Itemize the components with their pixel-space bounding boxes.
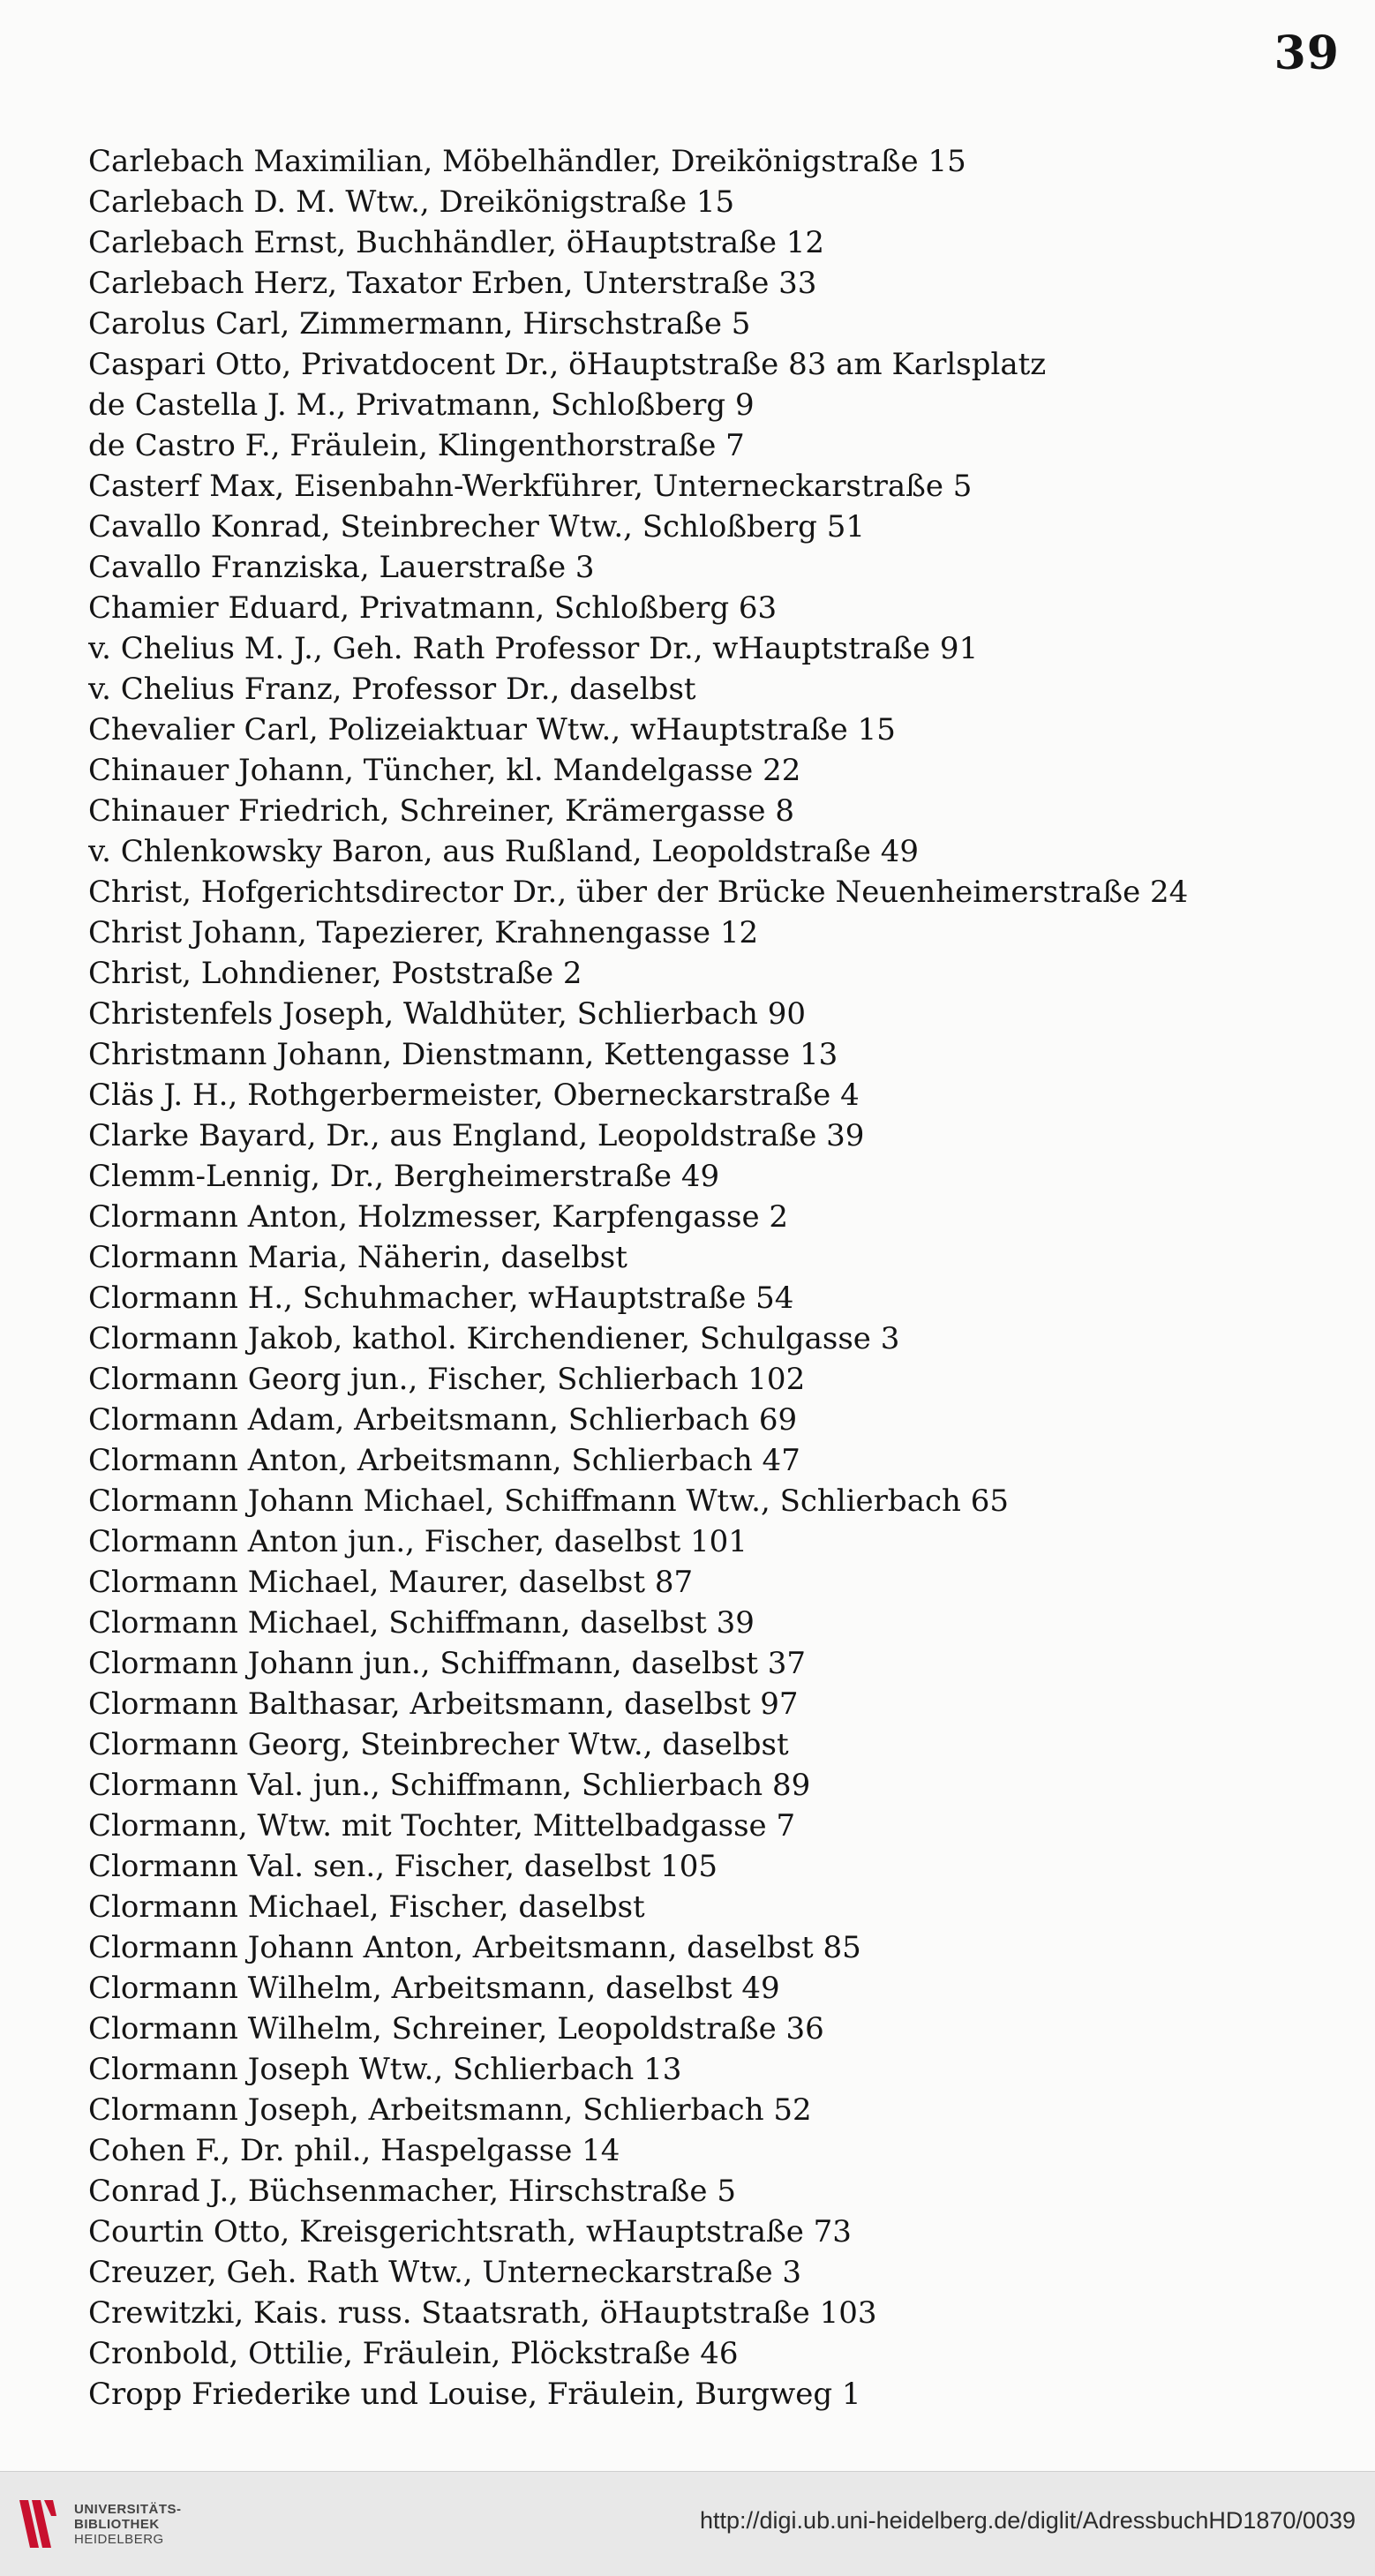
directory-entry: Clormann Balthasar, Arbeitsmann, daselbst 97 — [88, 1686, 799, 1722]
library-name-line: UNIVERSITÄTS- — [74, 2502, 182, 2517]
viewer-footer — [0, 2471, 1375, 2576]
directory-entry: Chinauer Friedrich, Schreiner, Krämergasse 8 — [88, 793, 794, 829]
directory-entry: Clormann, Wtw. mit Tochter, Mittelbadgasse 7 — [88, 1808, 796, 1844]
directory-entry: Christ Johann, Tapezierer, Krahnengasse 12 — [88, 915, 759, 950]
directory-entry: Clormann Johann jun., Schiffmann, daselbst 37 — [88, 1646, 806, 1681]
directory-entry: Clormann Maria, Näherin, daselbst — [88, 1240, 627, 1275]
directory-entry: Clormann Johann Michael, Schiffmann Wtw., Schlierbach 65 — [88, 1483, 1009, 1519]
directory-entry: Clormann Jakob, kathol. Kirchendiener, Schulgasse 3 — [88, 1321, 900, 1356]
directory-entry: Clormann Val. jun., Schiffmann, Schlierbach 89 — [88, 1768, 811, 1803]
directory-entry: Chinauer Johann, Tüncher, kl. Mandelgasse 22 — [88, 753, 801, 788]
directory-entry: Cavallo Konrad, Steinbrecher Wtw., Schloßberg 51 — [88, 509, 866, 544]
directory-entry: Clemm-Lennig, Dr., Bergheimerstraße 49 — [88, 1159, 720, 1194]
directory-entry: Clormann Wilhelm, Schreiner, Leopoldstraße 36 — [88, 2011, 824, 2047]
directory-entry: Carlebach D. M. Wtw., Dreikönigstraße 15 — [88, 184, 735, 220]
directory-entry: Carlebach Ernst, Buchhändler, öHauptstraße 12 — [88, 225, 825, 260]
directory-entry: Cläs J. H., Rothgerbermeister, Oberneckarstraße 4 — [88, 1078, 860, 1113]
directory-entry: Chevalier Carl, Polizeiaktuar Wtw., wHauptstraße 15 — [88, 712, 896, 747]
directory-entry: Clormann Joseph Wtw., Schlierbach 13 — [88, 2052, 682, 2087]
library-city: HEIDELBERG — [74, 2532, 164, 2547]
directory-entry: Christenfels Joseph, Waldhüter, Schlierbach 90 — [88, 996, 806, 1032]
directory-entry: Clormann Joseph, Arbeitsmann, Schlierbach 52 — [88, 2092, 812, 2128]
directory-entry: Cohen F., Dr. phil., Haspelgasse 14 — [88, 2133, 620, 2168]
directory-entry: Casterf Max, Eisenbahn-Werkführer, Unterneckarstraße 5 — [88, 469, 973, 504]
directory-entry: Courtin Otto, Kreisgerichtsrath, wHauptstraße 73 — [88, 2214, 852, 2249]
library-name — [74, 2502, 182, 2547]
directory-entry: Clormann Anton jun., Fischer, daselbst 101 — [88, 1524, 748, 1559]
university-library-logo-icon — [16, 2495, 58, 2553]
directory-entry: Clormann Anton, Arbeitsmann, Schlierbach 47 — [88, 1443, 800, 1478]
directory-entry: v. Chelius Franz, Professor Dr., daselbst — [88, 672, 696, 707]
library-name-line: BIBLIOTHEK — [74, 2517, 160, 2532]
directory-entry: Clormann Michael, Schiffmann, daselbst 39 — [88, 1605, 755, 1641]
directory-entry: Christ, Hofgerichtsdirector Dr., über der Brücke Neuenheimerstraße 24 — [88, 875, 1189, 910]
directory-entry: Cavallo Franziska, Lauerstraße 3 — [88, 550, 595, 585]
directory-entry: Cropp Friederike und Louise, Fräulein, Burgweg 1 — [88, 2377, 861, 2412]
directory-entry: v. Chlenkowsky Baron, aus Rußland, Leopoldstraße 49 — [88, 834, 919, 869]
directory-entries — [88, 141, 1350, 2415]
directory-entry: de Castella J. M., Privatmann, Schloßberg 9 — [88, 387, 755, 423]
directory-entry: Clormann Georg, Steinbrecher Wtw., daselbst — [88, 1727, 789, 1762]
directory-entry: Clormann Wilhelm, Arbeitsmann, daselbst 49 — [88, 1971, 780, 2006]
directory-entry: Clormann Val. sen., Fischer, daselbst 105 — [88, 1849, 718, 1884]
directory-entry: de Castro F., Fräulein, Klingenthorstraße 7 — [88, 428, 745, 463]
directory-entry: Clarke Bayard, Dr., aus England, Leopoldstraße 39 — [88, 1118, 865, 1153]
directory-entry: Conrad J., Büchsenmacher, Hirschstraße 5 — [88, 2174, 736, 2209]
directory-entry: Clormann Georg jun., Fischer, Schlierbach 102 — [88, 1362, 806, 1397]
directory-entry: Cronbold, Ottilie, Fräulein, Plöckstraße 46 — [88, 2336, 739, 2371]
source-url-link[interactable]: http://digi.ub.uni-heidelberg.de/diglit/AdressbuchHD1870/0039 — [699, 2507, 1356, 2534]
directory-entry: Clormann Michael, Maurer, daselbst 87 — [88, 1565, 694, 1600]
directory-entry: Chamier Eduard, Privatmann, Schloßberg 63 — [88, 590, 778, 626]
directory-entry: v. Chelius M. J., Geh. Rath Professor Dr., wHauptstraße 91 — [88, 631, 979, 666]
page-number: 39 — [1274, 26, 1340, 80]
directory-entry: Clormann Anton, Holzmesser, Karpfengasse 2 — [88, 1199, 789, 1235]
directory-entry: Creuzer, Geh. Rath Wtw., Unterneckarstraße 3 — [88, 2255, 802, 2290]
directory-entry: Clormann Adam, Arbeitsmann, Schlierbach 69 — [88, 1402, 798, 1438]
directory-entry: Clormann H., Schuhmacher, wHauptstraße 54 — [88, 1280, 794, 1316]
directory-entry: Clormann Michael, Fischer, daselbst — [88, 1889, 645, 1925]
directory-entry: Caspari Otto, Privatdocent Dr., öHauptstraße 83 am Karlsplatz — [88, 347, 1047, 382]
directory-entry: Carlebach Maximilian, Möbelhändler, Dreikönigstraße 15 — [88, 144, 966, 179]
directory-entry: Clormann Johann Anton, Arbeitsmann, daselbst 85 — [88, 1930, 861, 1965]
directory-entry: Carolus Carl, Zimmermann, Hirschstraße 5 — [88, 306, 751, 342]
directory-entry: Crewitzki, Kais. russ. Staatsrath, öHauptstraße 103 — [88, 2295, 877, 2331]
directory-entry: Christmann Johann, Dienstmann, Kettengasse 13 — [88, 1037, 838, 1072]
directory-entry: Carlebach Herz, Taxator Erben, Unterstraße 33 — [88, 266, 817, 301]
directory-entry: Christ, Lohndiener, Poststraße 2 — [88, 956, 582, 991]
